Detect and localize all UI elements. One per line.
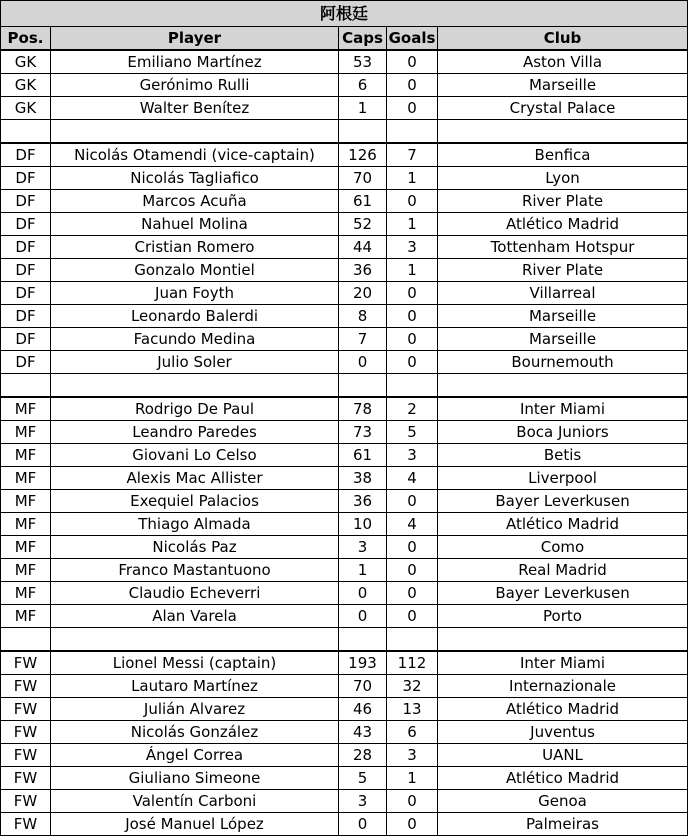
caps-cell: 78 [339, 397, 387, 421]
caps-cell: 0 [339, 582, 387, 605]
club-cell: River Plate [438, 259, 688, 282]
goals-cell: 32 [387, 675, 438, 698]
goals-cell: 3 [387, 236, 438, 259]
player-cell: Julio Soler [51, 351, 339, 374]
club-cell: Liverpool [438, 467, 688, 490]
position-cell: DF [1, 167, 51, 190]
separator-cell [438, 374, 688, 398]
caps-cell: 44 [339, 236, 387, 259]
club-cell: Atlético Madrid [438, 213, 688, 236]
group-separator-row [1, 120, 688, 144]
position-cell: FW [1, 767, 51, 790]
player-cell: Marcos Acuña [51, 190, 339, 213]
club-cell: Tottenham Hotspur [438, 236, 688, 259]
player-cell: Walter Benítez [51, 97, 339, 120]
club-cell: Juventus [438, 721, 688, 744]
column-header-club: Club [438, 27, 688, 51]
column-header-player: Player [51, 27, 339, 51]
group-separator-row [1, 628, 688, 652]
column-header-position: Pos. [1, 27, 51, 51]
caps-cell: 1 [339, 97, 387, 120]
position-cell: MF [1, 582, 51, 605]
table-row [1, 467, 688, 490]
position-cell: MF [1, 467, 51, 490]
position-cell: DF [1, 190, 51, 213]
goals-cell: 0 [387, 605, 438, 628]
goals-cell: 0 [387, 813, 438, 836]
position-cell: DF [1, 282, 51, 305]
table-row [1, 721, 688, 744]
caps-cell: 0 [339, 605, 387, 628]
separator-cell [1, 120, 51, 144]
caps-cell: 6 [339, 74, 387, 97]
player-cell: Nicolás Otamendi (vice-captain) [51, 143, 339, 167]
table-row [1, 397, 688, 421]
position-cell: MF [1, 421, 51, 444]
caps-cell: 70 [339, 167, 387, 190]
club-cell: Real Madrid [438, 559, 688, 582]
player-cell: Leandro Paredes [51, 421, 339, 444]
table-row [1, 282, 688, 305]
player-cell: Gerónimo Rulli [51, 74, 339, 97]
goals-cell: 0 [387, 282, 438, 305]
club-cell: Palmeiras [438, 813, 688, 836]
goals-cell: 112 [387, 651, 438, 675]
club-cell: Benfica [438, 143, 688, 167]
goals-cell: 1 [387, 259, 438, 282]
separator-cell [438, 120, 688, 144]
goals-cell: 1 [387, 213, 438, 236]
position-cell: MF [1, 444, 51, 467]
squad-body [1, 50, 688, 836]
table-row [1, 421, 688, 444]
club-cell: River Plate [438, 190, 688, 213]
player-cell: Exequiel Palacios [51, 490, 339, 513]
goals-cell: 4 [387, 467, 438, 490]
caps-cell: 3 [339, 536, 387, 559]
separator-cell [1, 374, 51, 398]
table-row [1, 490, 688, 513]
player-cell: Giovani Lo Celso [51, 444, 339, 467]
position-cell: MF [1, 513, 51, 536]
separator-cell [1, 628, 51, 652]
caps-cell: 20 [339, 282, 387, 305]
table-row [1, 813, 688, 836]
separator-cell [339, 374, 387, 398]
caps-cell: 61 [339, 190, 387, 213]
table-row [1, 74, 688, 97]
club-cell: Inter Miami [438, 397, 688, 421]
table-row [1, 790, 688, 813]
goals-cell: 0 [387, 190, 438, 213]
player-cell: Ángel Correa [51, 744, 339, 767]
club-cell: Marseille [438, 328, 688, 351]
goals-cell: 0 [387, 536, 438, 559]
club-cell: Betis [438, 444, 688, 467]
club-cell: Atlético Madrid [438, 767, 688, 790]
caps-cell: 7 [339, 328, 387, 351]
goals-cell: 1 [387, 767, 438, 790]
goals-cell: 7 [387, 143, 438, 167]
position-cell: FW [1, 721, 51, 744]
column-header-goals: Goals [387, 27, 438, 51]
table-row [1, 328, 688, 351]
table-row [1, 651, 688, 675]
table-row [1, 582, 688, 605]
table-row [1, 351, 688, 374]
caps-cell: 28 [339, 744, 387, 767]
caps-cell: 3 [339, 790, 387, 813]
player-cell: Valentín Carboni [51, 790, 339, 813]
caps-cell: 193 [339, 651, 387, 675]
position-cell: FW [1, 744, 51, 767]
position-cell: MF [1, 397, 51, 421]
player-cell: Lionel Messi (captain) [51, 651, 339, 675]
player-cell: Lautaro Martínez [51, 675, 339, 698]
goals-cell: 0 [387, 351, 438, 374]
position-cell: FW [1, 698, 51, 721]
group-separator-row [1, 374, 688, 398]
goals-cell: 3 [387, 744, 438, 767]
position-cell: FW [1, 790, 51, 813]
goals-cell: 4 [387, 513, 438, 536]
position-cell: DF [1, 259, 51, 282]
position-cell: FW [1, 651, 51, 675]
table-row [1, 675, 688, 698]
separator-cell [51, 628, 339, 652]
caps-cell: 0 [339, 813, 387, 836]
position-cell: MF [1, 605, 51, 628]
goals-cell: 0 [387, 490, 438, 513]
club-cell: Lyon [438, 167, 688, 190]
player-cell: José Manuel López [51, 813, 339, 836]
goals-cell: 0 [387, 328, 438, 351]
goals-cell: 6 [387, 721, 438, 744]
goals-cell: 0 [387, 305, 438, 328]
separator-cell [51, 120, 339, 144]
player-cell: Alexis Mac Allister [51, 467, 339, 490]
player-cell: Nahuel Molina [51, 213, 339, 236]
player-cell: Juan Foyth [51, 282, 339, 305]
table-row [1, 236, 688, 259]
position-cell: DF [1, 305, 51, 328]
club-cell: Boca Juniors [438, 421, 688, 444]
goals-cell: 0 [387, 790, 438, 813]
caps-cell: 36 [339, 490, 387, 513]
caps-cell: 1 [339, 559, 387, 582]
player-cell: Cristian Romero [51, 236, 339, 259]
goals-cell: 1 [387, 167, 438, 190]
position-cell: MF [1, 559, 51, 582]
club-cell: Internazionale [438, 675, 688, 698]
club-cell: Como [438, 536, 688, 559]
caps-cell: 0 [339, 351, 387, 374]
caps-cell: 70 [339, 675, 387, 698]
player-cell: Facundo Medina [51, 328, 339, 351]
table-title: 阿根廷 [1, 1, 688, 27]
table-row [1, 767, 688, 790]
caps-cell: 38 [339, 467, 387, 490]
table-row [1, 444, 688, 467]
separator-cell [387, 628, 438, 652]
player-cell: Nicolás Tagliafico [51, 167, 339, 190]
separator-cell [51, 374, 339, 398]
position-cell: MF [1, 536, 51, 559]
position-cell: FW [1, 813, 51, 836]
table-row [1, 744, 688, 767]
table-row [1, 50, 688, 74]
player-cell: Gonzalo Montiel [51, 259, 339, 282]
table-row [1, 97, 688, 120]
position-cell: DF [1, 236, 51, 259]
position-cell: FW [1, 675, 51, 698]
goals-cell: 0 [387, 97, 438, 120]
caps-cell: 43 [339, 721, 387, 744]
player-cell: Emiliano Martínez [51, 50, 339, 74]
player-cell: Alan Varela [51, 605, 339, 628]
table-row [1, 559, 688, 582]
table-row [1, 167, 688, 190]
club-cell: Villarreal [438, 282, 688, 305]
club-cell: Marseille [438, 74, 688, 97]
table-row [1, 698, 688, 721]
player-cell: Nicolás Paz [51, 536, 339, 559]
position-cell: DF [1, 351, 51, 374]
separator-cell [387, 120, 438, 144]
goals-cell: 0 [387, 50, 438, 74]
table-row [1, 190, 688, 213]
header-row [1, 27, 688, 51]
caps-cell: 61 [339, 444, 387, 467]
goals-cell: 3 [387, 444, 438, 467]
club-cell: Porto [438, 605, 688, 628]
table-row [1, 305, 688, 328]
player-cell: Julián Alvarez [51, 698, 339, 721]
caps-cell: 52 [339, 213, 387, 236]
caps-cell: 8 [339, 305, 387, 328]
position-cell: DF [1, 328, 51, 351]
player-cell: Leonardo Balerdi [51, 305, 339, 328]
player-cell: Giuliano Simeone [51, 767, 339, 790]
separator-cell [339, 120, 387, 144]
club-cell: Bayer Leverkusen [438, 490, 688, 513]
player-cell: Claudio Echeverri [51, 582, 339, 605]
goals-cell: 2 [387, 397, 438, 421]
club-cell: Aston Villa [438, 50, 688, 74]
club-cell: Genoa [438, 790, 688, 813]
player-cell: Rodrigo De Paul [51, 397, 339, 421]
club-cell: Inter Miami [438, 651, 688, 675]
table-row [1, 513, 688, 536]
club-cell: UANL [438, 744, 688, 767]
title-row [1, 1, 688, 27]
goals-cell: 0 [387, 74, 438, 97]
caps-cell: 126 [339, 143, 387, 167]
player-cell: Thiago Almada [51, 513, 339, 536]
caps-cell: 36 [339, 259, 387, 282]
club-cell: Crystal Palace [438, 97, 688, 120]
position-cell: MF [1, 490, 51, 513]
table-row [1, 536, 688, 559]
player-cell: Nicolás González [51, 721, 339, 744]
club-cell: Bournemouth [438, 351, 688, 374]
club-cell: Atlético Madrid [438, 698, 688, 721]
caps-cell: 73 [339, 421, 387, 444]
table-row [1, 259, 688, 282]
club-cell: Marseille [438, 305, 688, 328]
position-cell: DF [1, 213, 51, 236]
table-row [1, 143, 688, 167]
column-header-caps: Caps [339, 27, 387, 51]
separator-cell [339, 628, 387, 652]
club-cell: Bayer Leverkusen [438, 582, 688, 605]
goals-cell: 5 [387, 421, 438, 444]
separator-cell [438, 628, 688, 652]
goals-cell: 0 [387, 559, 438, 582]
goals-cell: 0 [387, 582, 438, 605]
player-cell: Franco Mastantuono [51, 559, 339, 582]
table-row [1, 213, 688, 236]
caps-cell: 53 [339, 50, 387, 74]
position-cell: GK [1, 74, 51, 97]
position-cell: DF [1, 143, 51, 167]
position-cell: GK [1, 97, 51, 120]
separator-cell [387, 374, 438, 398]
caps-cell: 46 [339, 698, 387, 721]
caps-cell: 5 [339, 767, 387, 790]
caps-cell: 10 [339, 513, 387, 536]
club-cell: Atlético Madrid [438, 513, 688, 536]
position-cell: GK [1, 50, 51, 74]
table-row [1, 605, 688, 628]
goals-cell: 13 [387, 698, 438, 721]
